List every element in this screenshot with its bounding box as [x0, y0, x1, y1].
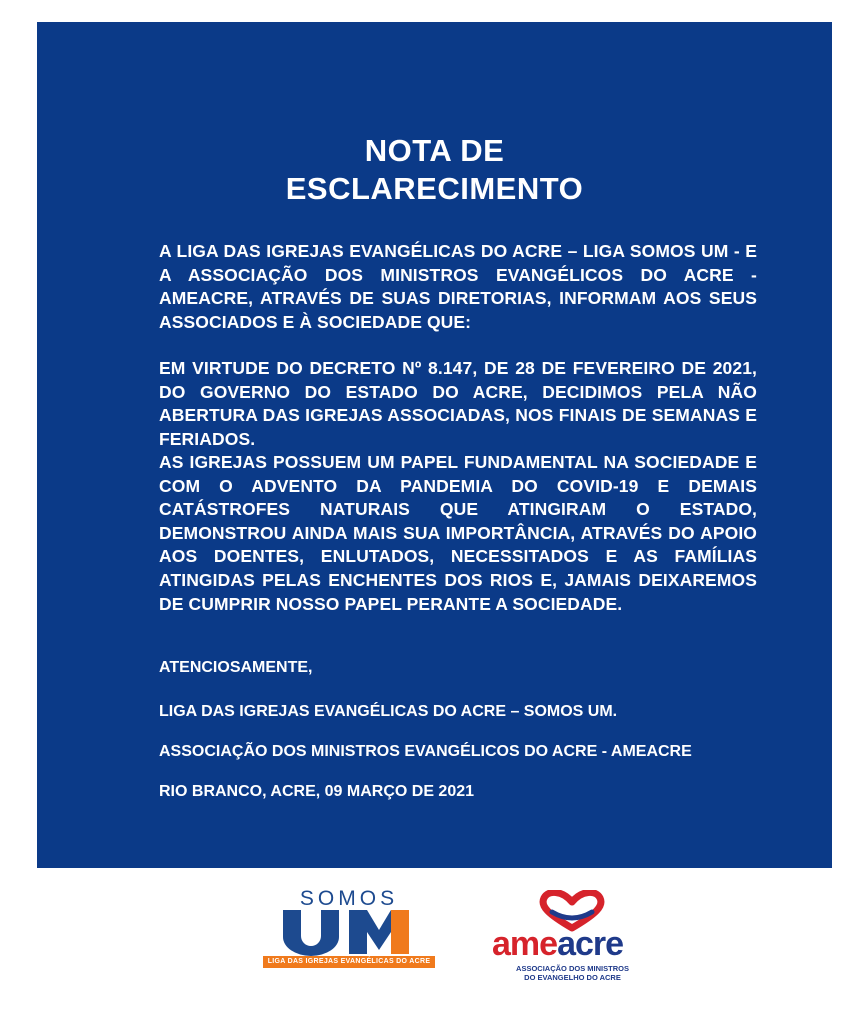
signature-ameacre: ASSOCIAÇÃO DOS MINISTROS EVANGÉLICOS DO ACRE - AMEACRE: [159, 743, 692, 760]
closing-text: ATENCIOSAMENTE,: [159, 659, 313, 676]
um-logo-icon: [277, 908, 421, 956]
somos-strip-text: LIGA DAS IGREJAS EVANGÉLICAS DO ACRE: [263, 956, 435, 968]
notice-panel: [37, 22, 832, 868]
ameacre-sub-line-2: DO EVANGELHO DO ACRE: [524, 973, 621, 982]
ameacre-word-blue: acre: [557, 925, 624, 963]
title-line-1: NOTA DE: [364, 133, 505, 168]
ameacre-sub-line-1: ASSOCIAÇÃO DOS MINISTROS: [516, 964, 629, 973]
ameacre-word-red: ame: [492, 925, 558, 963]
ameacre-wordmark: [492, 926, 623, 962]
ameacre-logo: [490, 890, 655, 990]
paragraph-intro: A LIGA DAS IGREJAS EVANGÉLICAS DO ACRE – LIGA SOMOS UM - E A ASSOCIAÇÃO DOS MINISTROS EVANGÉLICOS DO ACRE - AMEACRE, ATRAVÉS DE SUAS DIRETORIAS, INFORMAM AOS SEUS ASSOCIADOS E À SOCIEDADE QUE:: [159, 241, 757, 332]
paragraph-decree: EM VIRTUDE DO DECRETO Nº 8.147, DE 28 DE FEVEREIRO DE 2021, DO GOVERNO DO ESTADO DO ACRE, DECIDIMOS PELA NÃO ABERTURA DAS IGREJAS ASSOCIADAS, NOS FINAIS DE SEMANAS E FERIADOS.: [159, 358, 757, 449]
place-date: RIO BRANCO, ACRE, 09 MARÇO DE 2021: [159, 783, 475, 800]
ameacre-subtitle: [490, 964, 655, 982]
signature-liga: LIGA DAS IGREJAS EVANGÉLICAS DO ACRE – SOMOS UM.: [159, 703, 618, 720]
notice-title: [37, 132, 832, 208]
paragraph-role: AS IGREJAS POSSUEM UM PAPEL FUNDAMENTAL NA SOCIEDADE E COM O ADVENTO DA PANDEMIA DO COVID-19 E DEMAIS CATÁSTROFES NATURAIS QUE ATINGIRAM O ESTADO, DEMONSTROU AINDA MAIS SUA IMPORTÂNCIA, ATRAVÉS DO APOIO AOS DOENTES, ENLUTADOS, NECESSITADOS E AS FAMÍLIAS ATINGIDAS PELAS ENCHENTES DOS RIOS E, JAMAIS DEIXAREMOS DE CUMPRIR NOSSO PAPEL PERANTE A SOCIEDADE.: [159, 452, 757, 614]
somos-um-logo: [263, 888, 435, 982]
title-line-2: ESCLARECIMENTO: [285, 171, 584, 206]
somos-word: SOMOS: [299, 887, 399, 910]
